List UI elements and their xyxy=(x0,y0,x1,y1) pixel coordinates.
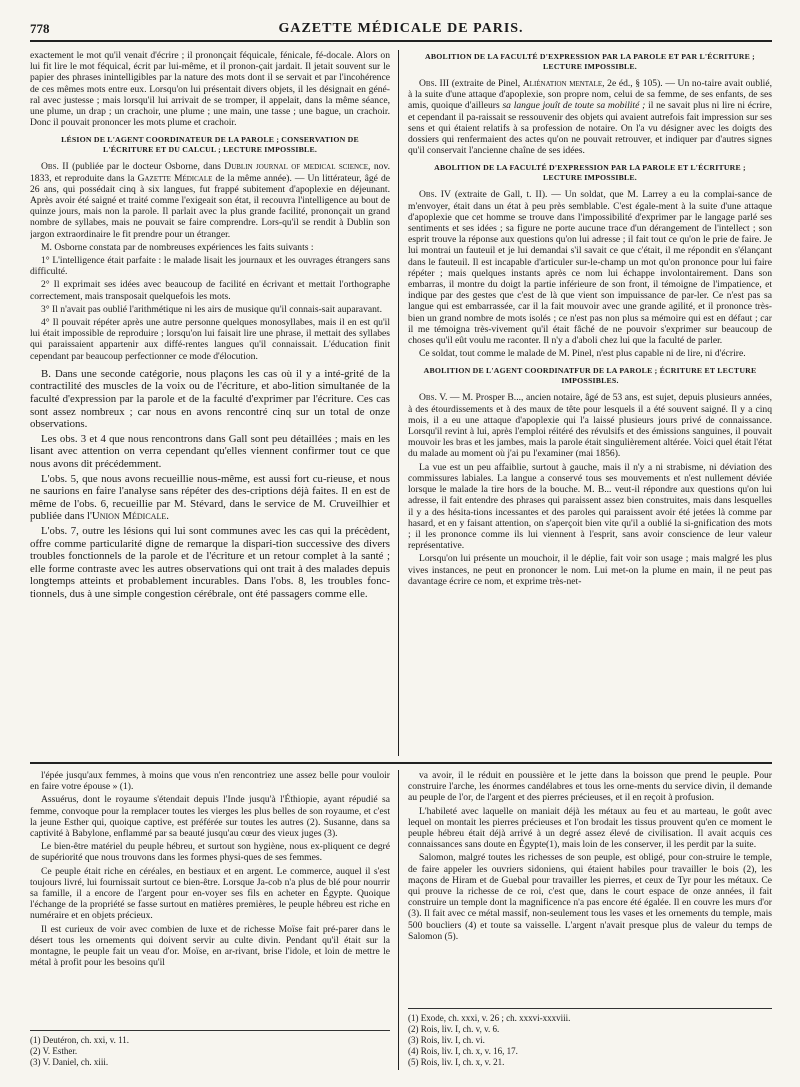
paragraph: l'épée jusqu'aux femmes, à moins que vous n'en rencontriez une assez belle pour vouloir en faire votre épouse » (1). xyxy=(30,770,390,793)
page-number: 778 xyxy=(30,21,50,36)
paragraph: L'habileté avec laquelle on maniait déjà les métaux au feu et au marteau, le goût avec lequel on montait les pierres précieuses et l'on brodait les tissus prouvent qu'en ce moment le peuple hébreu était déjà arrivé à un degré assez élevé de civilisation. Il avait acquis ces connaissances sans doute en Égypte(1), mais loin de les conserver, il les perdit par la suite. xyxy=(408,805,772,851)
lower-right-column xyxy=(408,770,772,1070)
paragraph: Le bien-être matériel du peuple hébreu, et surtout son hygiène, nous ex-pliquent ce degré de supériorité que nous trouvons dans les formes physi-ques de ses femmes. xyxy=(30,841,390,864)
journal-page xyxy=(30,18,772,1078)
observation-text: (extraite de Gall, t. II). — Un soldat, que M. Larrey a eu la complai-sance de m'envoyer, était dans un état à peu près semblable. C'est égale-ment à la suite d'une attaque d'apoplexie que cet homme se trouve dans l'impossibilité d'exprimer par le langage parlé ses sentiments et ses idées ; sa figure ne porte aucune trace d'un dérangement de l'intellect ; son esprit trouve la réponse aux questions qu'on lui adresse ; il fait tout ce qu'on le prie de faire. Je lui montrai un fauteuil et je lui demandai s'il savait ce que c'était, il me répondit en s'élançant dans le fauteuil. Il est incapable d'articuler sur-le-champ un mot qu'on prononce pour lui faire répéter ; mais quelques instants après ce nom lui échappe involontairement. Dans son embarras, il montre du doigt la partie inférieure de son front, il témoigne de l'impatience, et indique par des gestes que c'est de là que vient son impuissance de par-ler. Ce n'est pas sa langue qui est embarrassée, car il la fait mouvoir avec une grande agilité, et il prononce très-bien un grand nombre de mots isolés ; ce n'est pas non plus sa mémoire qui est en défaut ; car il me témoigna très-vivement qu'il était fâché de ne pouvoir s'exprimer sur beaucoup de choses qu'il eût voulu me raconter. Il n'y a d'aboli chez lui que la faculté de parler. xyxy=(408,189,772,347)
observation-text: (extraite de Pinel, xyxy=(451,78,521,89)
footnote: (4) Rois, liv. I, ch. x, v. 16, 17. xyxy=(408,1046,518,1056)
page-header xyxy=(30,18,772,42)
journal-name: Dublin journal of medical science, xyxy=(224,161,371,173)
paragraph xyxy=(30,473,390,523)
observation-4 xyxy=(408,189,772,346)
observation-text: (publiée par le docteur Osborne, dans xyxy=(72,161,221,173)
list-item: 2° Il exprimait ses idées avec beaucoup de facilité en écrivant et mettait l'orthographe correctement, mais transposait quelquefois les mots. xyxy=(30,279,390,302)
section-heading: LÉSION DE L'AGENT COORDINATEUR DE LA PAROLE ; CONSERVATION DE L'ÉCRITURE ET DU CALCUL ; LECTURE IMPOSSIBLE. xyxy=(61,135,359,155)
observation-label: Obs. III xyxy=(419,78,450,89)
paragraph-text: L'obs. 5, que nous avons recueillie nous-même, est aussi fort cu-rieuse, et nous ne saurions en faire l'analyse sans répéter des des-criptions déjà faites. Il en est de même de l'obs. 6, recueillie par M. Stévard, dans le service de M. Cruveilhier et publiée dans l' xyxy=(30,472,390,523)
paragraph: Ce peuple était riche en céréales, en bestiaux et en argent. Le commerce, auquel il s'est toujours livré, lui fournissait surtout ce bien-être. Lorsque Ja-cob n'a plus de blé pour nourrir sa famille, il a encore de l'argent pour en-voyer ses fils en acheter en Égypte. Quoique l'échange de la propriété se fasse surtout en matières premières, le peuple hébreu est riche en numéraire et en objets précieux. xyxy=(30,865,390,922)
footnote: (3) V. Daniel, ch. xiii. xyxy=(30,1057,109,1067)
paragraph: La vue est un peu affaiblie, surtout à gauche, mais il n'y a ni strabisme, ni déviation des commissures labiales. La langue a conservé tous ses mouvements et n'est nullement déviée lorsque le malade la tire hors de la bouche. M. B... veut-il répondre aux questions qu'on lui adresse, il fait entendre des phrases qui paraissent assez bien construites, mais dans lesquelles il y a des hésita-tions incessantes et des paroles qui paraissent avoir été jetées là comme par hasard, et en y faisant attention, on s'aperçoit bien vite qu'il a oublié la si-gnification des mots ; il les prononce comme ils lui viennent à l'esprit, sans avoir conscience de leur valeur représentative. xyxy=(408,461,772,552)
paragraph: Salomon, malgré toutes les richesses de son peuple, est obligé, pour con-struire le temple, de faire appeler les ouvriers sidoniens, qui étaient habiles pour travailler le bois (2), les maçons de Hiram et de Guebal pour travailler les pierres, et ceux de Tyr pour les métaux. Ce qui prouve la richesse de ce roi, c'est que, dans le court espace de onze années, il fait construire un temple dont la magnificence n'a pas encore été égalée. Il en couvre les murs d'or (3). Il fait avec ce métal massif, non-seulement tous les vases et les ornements du temple, mais 500 boucliers (4) et toute sa vaisselle. L'argent n'avait presque plus de valeur du temps de Salomon (5). xyxy=(408,852,772,942)
paragraph: Il est curieux de voir avec combien de luxe et de richesse Moïse fait pré-parer dans le désert tous les ornements qui doivent servir au culte divin. Pendant qu'il était sur la montagne, le peuple fait un veau d'or. Moïse, en ar-rivant, brise l'idole, et loin de mettre le métal à profit pour les besoins qu'il xyxy=(30,923,390,969)
section-heading: ABOLITION DE L'AGENT COORDINATFUR DE LA PAROLE ; ÉCRITURE ET LECTURE IMPOSSIBLES. xyxy=(423,366,757,386)
paragraph: Lorsqu'on lui présente un mouchoir, il le déplie, fait voir son usage ; mais malgré les plus vives instances, ne peut en prononcer le nom. Lui met-on la plume en main, il ne peut pas davantage écrire ce nom, et exprime très-net- xyxy=(408,553,772,587)
journal-name: Union Médicale. xyxy=(91,510,169,523)
italic-text: sa langue jouît de toute sa mobilité ; xyxy=(502,100,646,112)
feuilleton xyxy=(30,770,772,1070)
footnote: (2) Rois, liv. I, ch. v, v. 6. xyxy=(408,1024,500,1034)
paragraph: Les obs. 3 et 4 que nous rencontrons dans Gall sont peu détaillées ; mais en les lisant avec attention on verra cependant qu'elles viennent confirmer tout ce que nous avons dit précédemment. xyxy=(30,432,390,471)
observation-text: de la même année). — Un littérateur, âgé de 26 ans, qui possédait cinq à six langues, fut frappé subitement d'apoplexie en déjeunant. Après avoir été saigné et traité comme l'exigeait son état, il recouvra l'intelligence au bout de quinze jours, mais non la parole. Il parlait avec la plus grande facilité, prononçait un grand nombre de syllabes, mais ne pouvait se faire comprendre. Lors-qu'il se rendit à Dublin son jargon extraordinaire le fit prendre pour un étranger. xyxy=(30,172,390,240)
column-rule xyxy=(398,770,399,1070)
right-column xyxy=(408,50,772,756)
footnote: (2) V. Esther. xyxy=(30,1046,78,1056)
book-title: Aliénation mentale, xyxy=(522,78,605,89)
observation-label: Obs. IV xyxy=(419,189,451,201)
paragraph: Ce soldat, tout comme le malade de M. Pinel, n'est plus capable ni de lire, ni d'écrire. xyxy=(419,348,746,360)
footnotes xyxy=(30,1030,390,1068)
paragraph: M. Osborne constata par de nombreuses expériences les faits suivants : xyxy=(41,241,314,253)
observation-label: Obs. V. xyxy=(419,392,448,404)
main-article xyxy=(30,50,772,756)
section-heading: ABOLITION DE LA FACULTÉ D'EXPRESSION PAR LA PAROLE ET PAR L'ÉCRITURE ; LECTURE IMPOSSIBLE. xyxy=(425,52,755,71)
left-column xyxy=(30,50,390,756)
paragraph: va avoir, il le réduit en poussière et le jette dans la boisson que prend le peuple. Pour construire l'arche, les énormes candélabres et tous les orne-ments du service divin, il demande au peuple de l'or, de l'argent et des pierres précieuses, et il en reçoit à profusion. xyxy=(408,770,772,804)
footnote: (1) Deutéron, ch. xxi, v. 11. xyxy=(30,1035,130,1045)
list-item: 3° Il n'avait pas oublié l'arithmétique ni les airs de musique qu'il connais-sait auparavant. xyxy=(41,303,382,315)
journal-name: Gazette Médicale xyxy=(137,172,213,184)
column-rule xyxy=(398,50,399,756)
list-item: 4° Il pouvait répéter après une autre personne quelques monosyllabes, mais il en est qu'il lui était impossible de reproduire ; lorsqu'on lui faisait lire une phrase, il mettait des syllabes qui paraissaient appartenir aux diffé-rentes langues qu'il connaissait. L'éducation finit cependant par beaucoup perfectionner ce mode d'élocution. xyxy=(30,317,390,362)
observation-3 xyxy=(408,78,772,156)
section-heading: ABOLITION DE LA FACULTÉ D'EXPRESSION PAR LA PAROLE ET L'ÉCRITURE ; LECTURE IMPOSSIBLE. xyxy=(434,163,746,183)
paragraph: B. Dans une seconde catégorie, nous plaçons les cas où il y a inté-grité de la contractilité des muscles de la voix ou de l'écriture, et abo-lition simultanée de la faculté d'expression par la parole et de la faculté d'exprimer par l'écriture. Ces cas sont assez nombreux ; car nous en avons rencontré cinq sur un total de onze observations. xyxy=(30,367,390,431)
list-item: 1° L'intelligence était parfaite : le malade lisait les journaux et les ouvrages étrangers sans difficulté. xyxy=(30,255,390,278)
observation-2 xyxy=(30,161,390,239)
observation-text: 2e éd., § 105). — Un no-taire avait oublié, à la suite d'une attaque d'apoplexie, son propre nom, celui de sa femme, de ses enfants, de ses amis, quoique d'ailleurs xyxy=(408,78,772,112)
footnote: (5) Rois, liv. I, ch. x, v. 21. xyxy=(408,1057,505,1067)
footnotes xyxy=(408,1008,772,1068)
paragraph: L'obs. 7, outre les lésions qui lui sont communes avec les cas qui la précèdent, offre comme particularité digne de remarque la dispari-tion successive des divers troubles fonctionnels de la parole et de l'écriture et un retour complet à la santé ; elle forme contraste avec les autres observations qui ont trait à des malades depuis longtemps atteints et probablement incurables. Dans l'obs. 8, les troubles fonc-tionnels, dus à une simple congestion cérébrale, ont été passagers comme elle. xyxy=(30,525,390,600)
footnote: (1) Exode, ch. xxxi, v. 26 ; ch. xxxvi-xxxviii. xyxy=(408,1013,571,1023)
lower-left-column xyxy=(30,770,390,1070)
paragraph: Assuérus, dont le royaume s'étendait depuis l'Inde jusqu'à l'Éthiopie, ayant répudié sa femme, convoque pour la remplacer toutes les vierges les plus belles de son royaume, et c'est la jeune Esther qui, quoique captive, est préférée sur toutes les autres (2). Susanne, dans sa captivité à Babylone, enflammé par sa beauté jusqu'au cœur des vieux juges (3). xyxy=(30,794,390,840)
section-divider xyxy=(30,762,772,764)
observation-5 xyxy=(408,392,772,459)
observation-text: il ne savait plus ni lire ni écrire, et cependant il pa-raissait se ressouvenir des objets qui avaient autrefois fait impression sur ses sens et qui étaient relatifs à sa profession de notaire. On l'a vu désigner avec les doigts des dossiers qui renfermaient des actes qu'on ne pouvait retrouver, et indiquer par d'autres signes qu'il conservait l'ancienne chaîne de ses idées. xyxy=(408,100,772,157)
footnote: (3) Rois, liv. I, ch. vi. xyxy=(408,1035,485,1045)
observation-label: Obs. II xyxy=(41,161,69,173)
journal-title: GAZETTE MÉDICALE DE PARIS. xyxy=(278,21,524,36)
paragraph: exactement le mot qu'il venait d'écrire ; il prononçait féquicale, fénicale, fé-docale. Alors on lui fit lire le mot féquical, écrit par lui-même, et il pronon-çait jardait. Il jetait souvent sur le papier des phrases inintelligibles par la nature des mots dont il se servait et par l'incohérence de ces mêmes mots entre eux. Lorsqu'on lui présentait divers objets, il les désignait en géné-ral avec justesse ; mais lorsqu'il lui arrivait de se tromper, il appelait, dans la même séance, une plume, un drap ; un crachoir, une plume ; une main, une tasse ; une bague, un crachoir. Donc il pouvait prononcer les mots plume et crachoir. xyxy=(30,50,390,129)
observation-text: — M. Prosper B..., ancien notaire, âgé de 53 ans, est sujet, depuis plusieurs années, à des étourdissements et à des maux de tête pour lesquels il a été souvent saigné. Il y a cinq mois, il a eu une attaque d'apoplexie qui l'a laissé plusieurs jours privé de connaissance. Lorsqu'il revint à lui, après l'emploi réitéré des révulsifs et des émissions sanguines, il pouvait mouvoir les bras et les jambes, mais la parole était singulièrement altérée. Voici quel était l'état du malade au moment où j'ai pu l'examiner (mai 1856). xyxy=(408,392,772,460)
observation-text: nov. 1833, et reproduite dans la xyxy=(30,161,390,184)
